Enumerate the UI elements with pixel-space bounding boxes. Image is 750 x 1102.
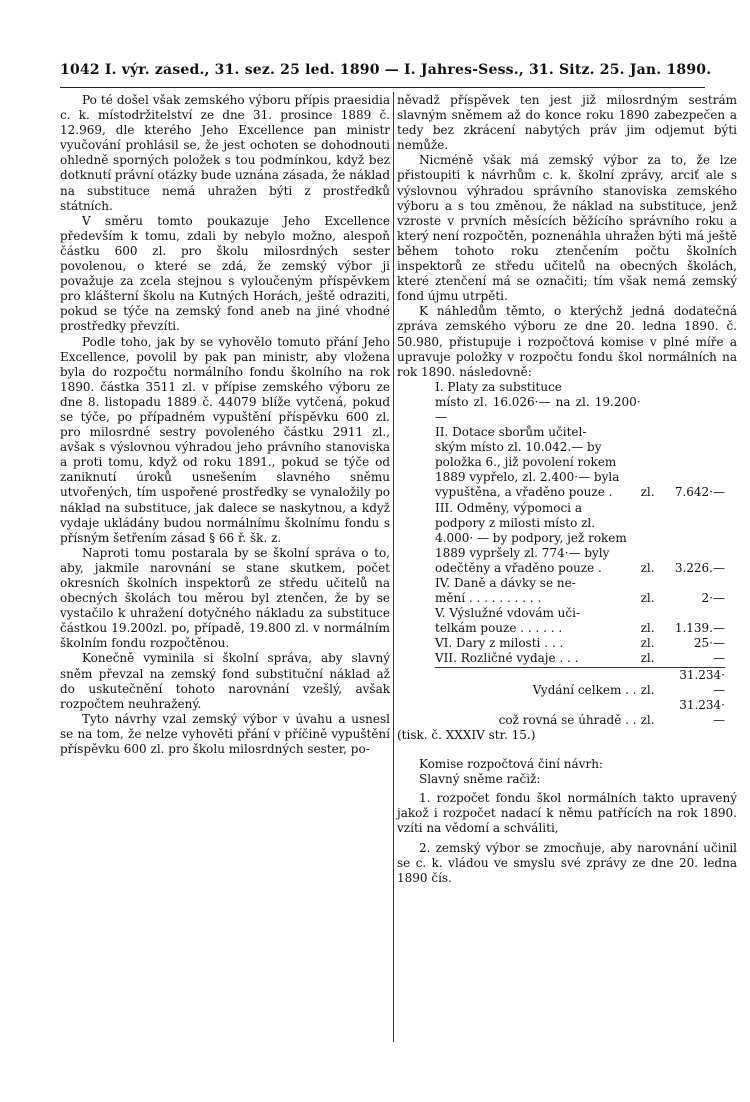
- budget-cell-t: VII. Rozličné vydaje . . .: [435, 651, 579, 666]
- budget-row: [435, 561, 725, 576]
- budget-cover-label: což rovná se úhradě . .: [498, 712, 637, 727]
- budget-cell-a: 25·—: [693, 636, 725, 651]
- budget-cell-t: VI. Dary z milosti . . .: [435, 636, 564, 651]
- budget-cell-a: —: [713, 651, 725, 666]
- budget-row: [435, 636, 725, 651]
- tisk-reference: (tisk. č. XXXIV str. 15.): [397, 727, 536, 742]
- budget-cell-a: [670, 516, 725, 531]
- left-paragraph-1: Po té došel však zemského výboru přípis praesidia c. k. místodržitelství ze dne 31. prosince 1889 č. 12.969, dle kterého Jeho Excellence pan ministr vyučování prohlásil se, že jest ochoten se dohodnouti ohledně sporných položek s tou podmínkou, když bez dotknutí právní otázky bude uznána zásada, že náklad na substituce nemá uhražen býti z prostředků státních.: [60, 93, 391, 213]
- slavny-heading: Slavný sněme račiž:: [419, 772, 541, 787]
- page-header: 1042 I. výr. zased., 31. sez. 25 led. 1890 — I. Jahres-Sess., 31. Sitz. 25. Jan. 1890.: [60, 62, 712, 78]
- budget-cell-t: I. Platy za substituce: [435, 379, 562, 394]
- budget-row: [435, 440, 725, 455]
- right-column: [397, 93, 737, 886]
- right-paragraph-3: K náhledům těmto, o kterýchž jedná dodatečná zpráva zemského výboru ze dne 20. ledna 1890. č. 50.980, přistupuje i rozpočtová komise v plné míře a upravuje položky v rozpočtu fondu škol normálních na rok 1890. následovně:: [397, 304, 737, 379]
- budget-row: [435, 591, 725, 606]
- budget-cell-t: ským místo zl. 10.042.— by: [435, 440, 602, 455]
- budget-cell-u: [641, 501, 671, 516]
- budget-table: [435, 380, 725, 728]
- budget-row: [435, 531, 725, 546]
- header-rule: [60, 87, 705, 88]
- right-paragraph-2: Nicméně však má zemský výbor za to, že lze přistoupiti k návrhům c. k. školní zprávy, arciť ale s výslovnou výhradou správního stanoviska zemského výboru a s tou změnou, že náklad na substituce, jenž vzroste v prvních měsících běžícího správního roku a který není rozpočtěn, poznenáhla uhražen býti má ještě během tohoto roku ztenčením počtu školních inspektorů ze středu učitelů na obecných školách, které ztenčení má se označiti; tím však nemá zemský fond újmu utrpěti.: [397, 153, 737, 304]
- left-paragraph-6: Tyto návrhy vzal zemský výbor v úvahu a usnesl se na tom, že nelze vyhověti přání v příčině vypuštění příspěvku 600 zl. pro školu milosrdných sester, po-: [60, 711, 390, 757]
- budget-cell-t: položka 6., již povolení rokem: [435, 455, 617, 470]
- budget-cell-a: [670, 455, 725, 470]
- budget-cell-t: 4.000· — by podpory, jež rokem: [435, 530, 627, 545]
- budget-cell-u: [641, 470, 671, 485]
- right-paragraph-1: něvadž příspěvek ten jest již milosrdným sestrám slavným sněmem až do konce roku 1890 zabezpečen a tedy bez zkrácení nabytých práv jim odjemut býti nemůže.: [397, 93, 737, 153]
- budget-row: [435, 516, 725, 531]
- left-column: [60, 93, 390, 757]
- budget-row: [435, 455, 725, 470]
- budget-total-unit: zl.: [641, 667, 671, 698]
- budget-cell-u: zl.: [640, 485, 655, 500]
- budget-row: [435, 395, 725, 425]
- budget-cell-u: [641, 606, 671, 621]
- budget-cell-a: 1.139.—: [674, 621, 725, 636]
- budget-cell-a: 3.226.—: [674, 560, 725, 575]
- budget-cell-a: 7.642·—: [674, 485, 725, 500]
- budget-total-label: Vydání celkem . .: [435, 667, 641, 698]
- budget-cell-u: [641, 531, 671, 546]
- budget-cell-a: 2·—: [701, 591, 725, 606]
- budget-cell-u: zl.: [640, 636, 655, 651]
- budget-row: [435, 501, 725, 516]
- budget-cell-a: [670, 425, 725, 440]
- budget-cell-t: IV. Daně a dávky se ne-: [435, 576, 576, 590]
- budget-cell-a: [670, 395, 725, 425]
- budget-cell-a: [670, 501, 725, 516]
- budget-cell-t: mění . . . . . . . . . .: [435, 591, 542, 606]
- budget-row: [435, 606, 725, 621]
- budget-cell-t: odečtěny a vřaděno pouze .: [435, 560, 602, 575]
- budget-row: [435, 651, 725, 667]
- budget-cell-u: [641, 425, 671, 440]
- budget-cell-u: [641, 380, 671, 395]
- budget-cover-amount: 31.234·—: [679, 697, 725, 727]
- budget-cell-t: telkám pouze . . . . . .: [435, 621, 563, 636]
- left-paragraph-5: Konečně vyminila si školní správa, aby slavný sněm převzal na zemský fond substituční náklad až do uskutečnění tohoto narovnání vzešlý, avšak rozpočtem neuhražený.: [60, 651, 390, 711]
- budget-cell-u: [641, 546, 671, 561]
- proposal-1: 1. rozpočet fondu škol normálních takto upravený jakož i rozpočet nadací k němu patřících na rok 1890. vzíti na vědomí a schváliti,: [397, 791, 737, 836]
- budget-cell-a: [670, 470, 725, 485]
- budget-cell-a: [670, 531, 725, 546]
- budget-cell-t: podpory z milosti místo zl.: [435, 515, 596, 530]
- budget-cell-u: zl.: [640, 560, 655, 575]
- column-divider: [393, 92, 394, 1042]
- budget-cell-t: 1889 vypršely zl. 774·— byly: [435, 545, 610, 560]
- budget-cell-t: II. Dotace sborům učitel-: [435, 425, 587, 440]
- budget-total-row: [435, 667, 725, 698]
- budget-cover-unit: zl.: [640, 712, 655, 727]
- budget-cell-u: [641, 440, 671, 455]
- budget-cell-a: [670, 440, 725, 455]
- budget-cell-a: [670, 380, 725, 395]
- budget-cell-a: [670, 576, 725, 591]
- proposal-2: 2. zemský výbor se zmocňuje, aby narovnání učinil se c. k. vládou ve smyslu své zprávy ze dne 20. ledna 1890 čís.: [397, 840, 737, 885]
- budget-cell-u: [641, 455, 671, 470]
- budget-cover-row: [435, 698, 725, 728]
- budget-row: [435, 576, 725, 591]
- budget-row: [435, 485, 725, 500]
- budget-row: [435, 380, 725, 395]
- budget-cell-u: [641, 516, 671, 531]
- budget-cell-u: [641, 576, 671, 591]
- budget-cell-u: [641, 395, 671, 425]
- budget-cell-t: 1889 vypřelo, zl. 2.400·— byla: [435, 470, 620, 485]
- budget-cell-t: V. Výslužné vdovám uči-: [435, 606, 581, 621]
- budget-cell-t: místo zl. 16.026·— na zl. 19.200·—: [435, 394, 641, 424]
- budget-row: [435, 621, 725, 636]
- budget-cell-a: [670, 606, 725, 621]
- budget-cell-u: zl.: [640, 621, 655, 636]
- budget-cell-t: III. Odměny, výpomoci a: [435, 500, 582, 515]
- left-paragraph-4: Naproti tomu postarala by se školní správa o to, aby, jakmile narovnání se stane skutkem, počet okresních školních inspektorů ze středu učitelů na obecných školách tou měrou byl ztenčen, že by se vystačilo k uhražení dotyčného nákladu za substituce částkou 19.200zl. po, případě, 19.800 zl. v normálním školním fondu rozpočtěnou.: [60, 545, 390, 651]
- budget-cell-u: zl.: [640, 651, 655, 666]
- budget-row: [435, 470, 725, 485]
- budget-total-amount: 31.234·—: [670, 667, 725, 698]
- budget-row: [435, 546, 725, 561]
- left-paragraph-2: V směru tomto poukazuje Jeho Excellence především k tomu, zdali by nebylo možno, alespoň částku 600 zl. pro školu milosrdných sester povolenou, o které se zdá, že zemský výbor ji považuje za zcela stejnou s vyloučeným příspěvkem pro klášterní školu na Kutných Horách, ještě odraziti, pokud se týče na zemský fond aneb na jiné vhodné prostředky převzíti.: [60, 213, 390, 334]
- budget-cell-t: vypuštěna, a vřaděno pouze .: [435, 485, 613, 500]
- left-paragraph-3: Podle toho, jak by se vyhovělo tomuto přání Jeho Excellence, povolil by pak pan ministr, aby vložena byla do rozpočtu normálního fondu školního na rok 1890. částka 3511 zl. v přípise zemského výboru ze dne 8. listopadu 1889 č. 44079 blíže vytčená, pokud se týče, po případném vypuštění příspěvku 600 zl. pro milosrdné sestry povoleného částku 2911 zl., avšak s výslovnou výhradou jeho právního stanoviska a proti tomu, když od roku 1891., pokud se týče od zaniknutí úroků usnešením slavného sněmu utvořených, tím uspořené prostředky se vynaložily po náklad na substituce, jak dalece se naskytnou, a když vydaje ukládány budou normálnímu školnímu fondu s přísným šetřením zásad § 66 ř. šk. z.: [60, 334, 390, 545]
- komise-heading: Komise rozpočtová činí návrh:: [419, 757, 603, 772]
- budget-row: [435, 425, 725, 440]
- budget-cell-u: zl.: [640, 591, 655, 606]
- budget-cell-a: [670, 546, 725, 561]
